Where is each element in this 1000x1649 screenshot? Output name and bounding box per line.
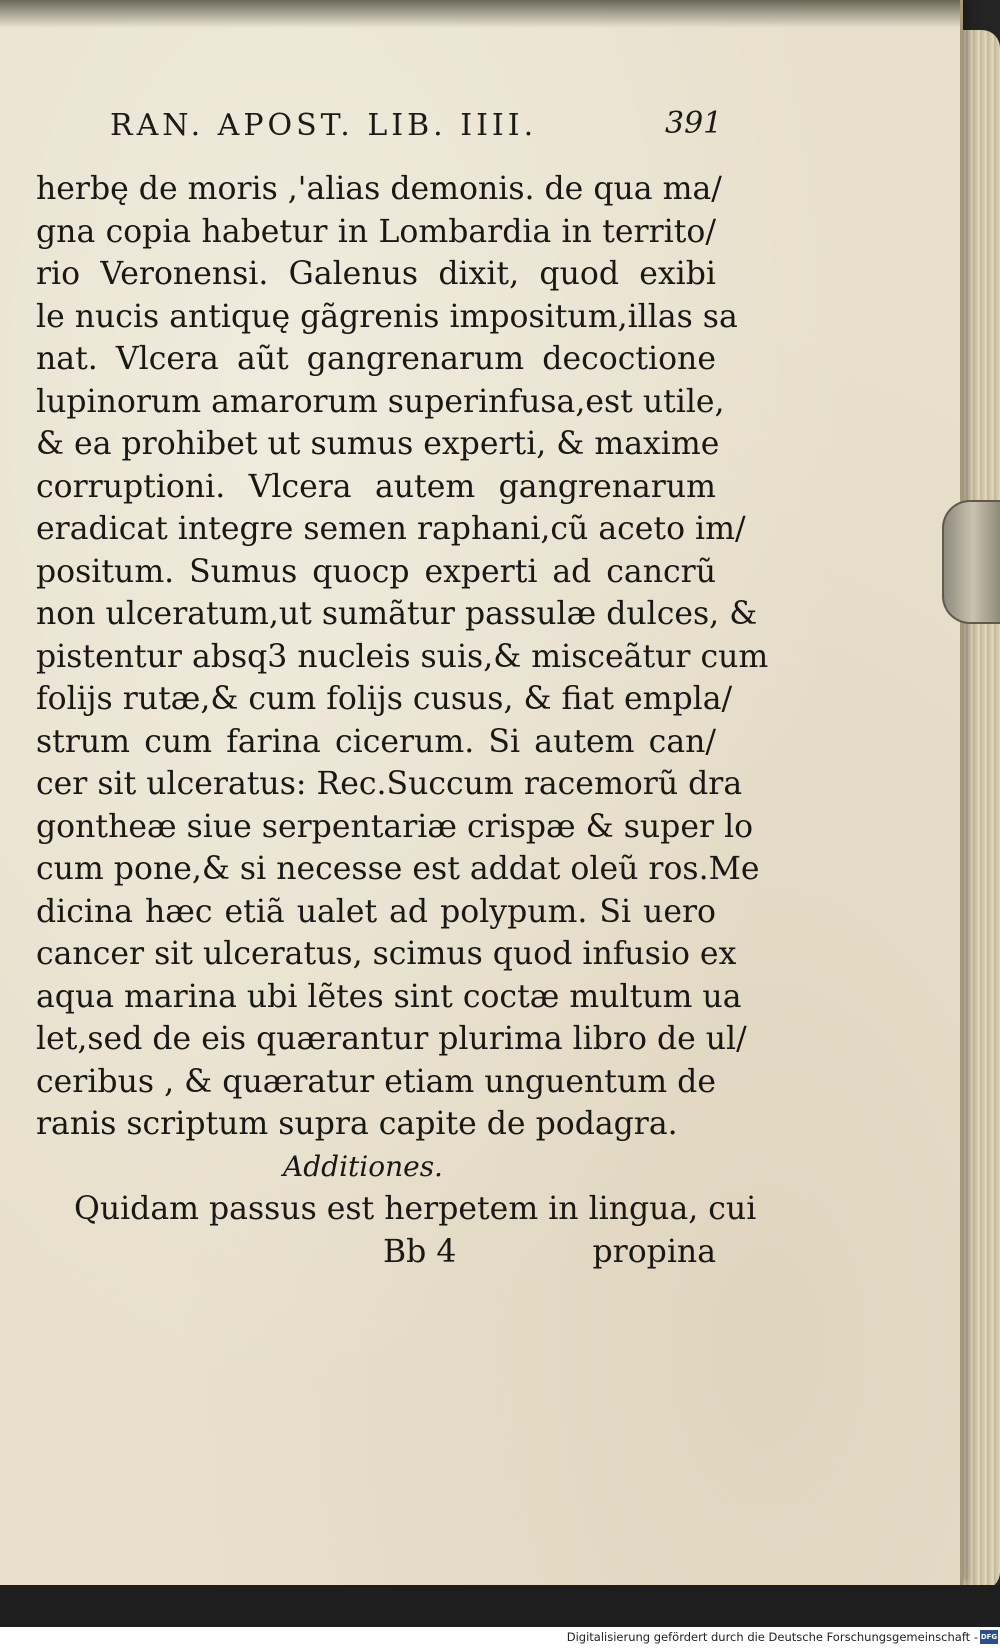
text-line: herbę de moris ,'alias demonis. de qua ma/ (36, 171, 722, 207)
text-line: strum cum farina cicerum. Si autem can/ (36, 723, 716, 760)
text-line: rio Veronensi. Galenus dixit, quod exibi (36, 256, 716, 292)
text-line: positum. Sumus quocp experti ad cancrũ (36, 553, 716, 590)
dfg-logo-icon: DFG (980, 1630, 998, 1644)
text-line: folijs rutæ,& cum folijs cusus, & fiat empla/ (36, 681, 733, 717)
page-number: 391 (665, 106, 723, 141)
text-line: cum pone,& si necesse est addat oleũ ros.Me (36, 851, 760, 887)
credit-footer (0, 1627, 1000, 1649)
text-line: ceribus , & quæratur etiam unguentum de (36, 1063, 716, 1100)
catchword: propina (592, 1233, 716, 1270)
text-line: non ulceratum,ut sumãtur passulæ dulces, & (36, 596, 758, 632)
text-line: cancer sit ulceratus, scimus quod infusio ex (36, 936, 737, 972)
funding-credit: Digitalisierung gefördert durch die Deutsche Forschungsgemeinschaft - (566, 1630, 978, 1644)
text-line: let,sed de eis quærantur plurima libro de ul/ (36, 1021, 747, 1057)
running-head-title: RAN. APOST. LIB. IIII. (110, 108, 538, 143)
text-line: gontheæ siue serpentariæ crispæ & super lo (36, 808, 754, 845)
bookmark-ribbon (942, 500, 1000, 624)
text-line: & ea prohibet ut sumus experti, & maxime (36, 426, 720, 462)
text-line: eradicat integre semen raphani,cũ aceto im/ (36, 511, 746, 547)
additions-line: Quidam passus est herpetem in lingua, cui (74, 1191, 757, 1227)
text-line: ranis scriptum supra capite de podagra. (36, 1106, 678, 1142)
additions-heading: Additiones. (283, 1149, 443, 1183)
text-line: nat. Vlcera aũt gangrenarum decoctione (36, 341, 716, 377)
text-block (36, 168, 769, 1273)
text-line: gna copia habetur in Lombardia in territo/ (36, 213, 716, 250)
text-line: le nucis antiquę gãgrenis impositum,illas sa (36, 298, 738, 335)
text-line: cer sit ulceratus: Rec.Succum racemorũ dra (36, 766, 743, 802)
text-line: pistentur absq3 nucleis suis,& misceãtur cum (36, 638, 769, 675)
page-top-shadow (0, 0, 960, 28)
signature-line (36, 1231, 716, 1273)
book-bottom-edge (0, 1585, 1000, 1633)
text-line: corruptioni. Vlcera autem gangrenarum (36, 468, 716, 505)
text-line: aqua marina ubi lẽtes sint coctæ multum ua (36, 978, 742, 1015)
text-line: lupinorum amarorum superinfusa,est utile, (36, 383, 725, 420)
text-line: dicina hæc etiã ualet ad polypum. Si uero (36, 893, 716, 930)
signature-mark: Bb 4 (383, 1233, 457, 1270)
